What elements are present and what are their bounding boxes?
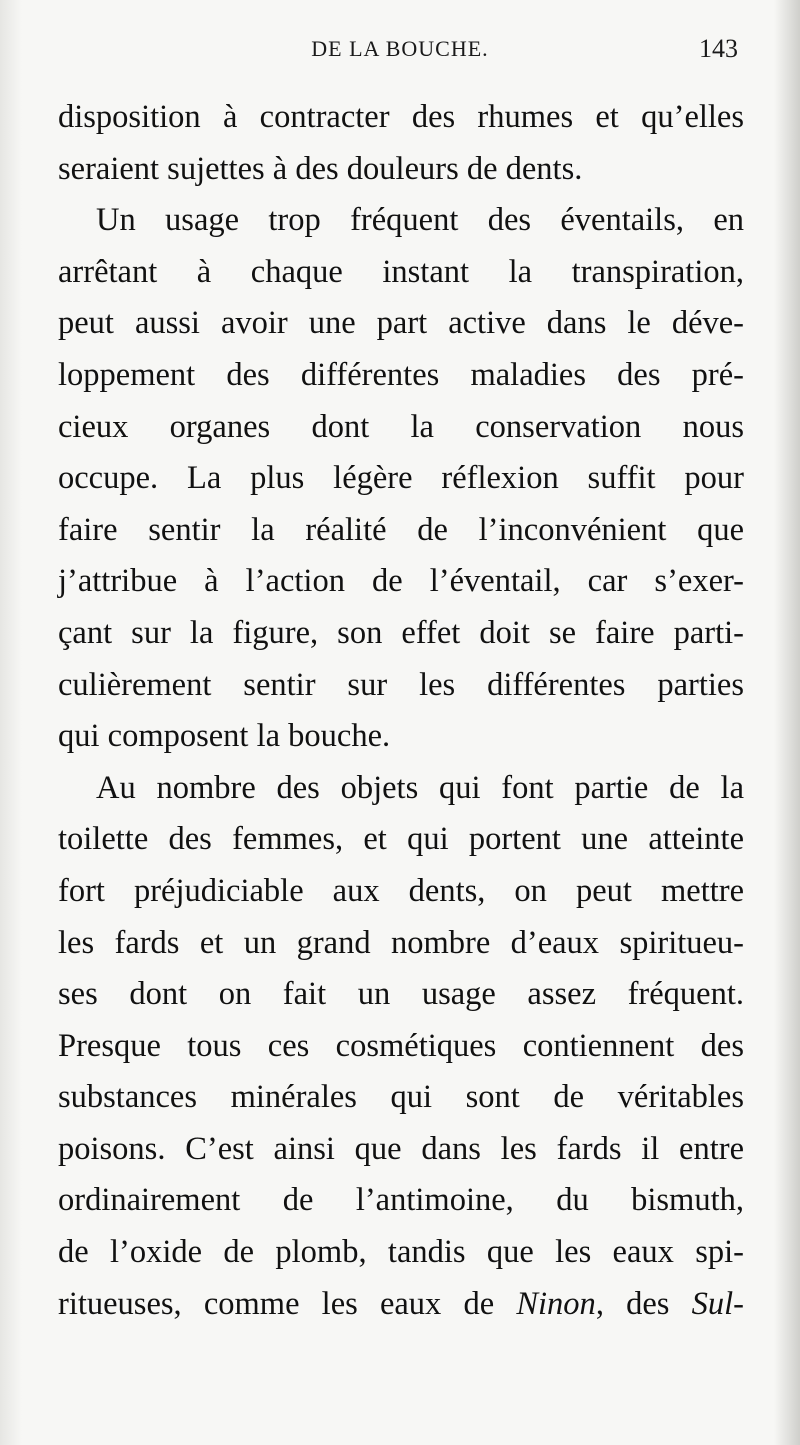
- text-line-23: de l’oxide de plomb, tandis que les eaux spi-: [58, 1234, 744, 1271]
- text-line-16: fort préjudiciable aux dents, on peut mettre: [58, 872, 744, 909]
- body-text: [58, 92, 744, 1330]
- text-line-3: Un usage trop fréquent des éventails, en: [96, 202, 744, 239]
- text-line-24-prefix: ritueuses, comme les eaux de: [58, 1285, 517, 1322]
- text-line-20: substances minérales qui sont de véritables: [58, 1079, 744, 1116]
- text-line-14: Au nombre des objets qui font partie de la: [96, 769, 744, 806]
- italic-sul: Sul-: [691, 1285, 744, 1322]
- text-line-9: faire sentir la réalité de l’inconvénient que: [58, 511, 744, 548]
- running-title: DE LA BOUCHE.: [311, 36, 489, 61]
- text-line-22: ordinairement de l’antimoine, du bismuth,: [58, 1182, 744, 1219]
- text-line-4: arrêtant à chaque instant la transpiration,: [58, 253, 744, 290]
- text-line-19: Presque tous ces cosmétiques contiennent des: [58, 1027, 744, 1064]
- text-line-17: les fards et un grand nombre d’eaux spiritueu-: [58, 924, 744, 961]
- text-line-5: peut aussi avoir une part active dans le déve-: [58, 305, 744, 342]
- page-number: 143: [699, 34, 738, 63]
- text-line-21: poisons. C’est ainsi que dans les fards il entre: [58, 1130, 744, 1167]
- running-head: [60, 32, 740, 72]
- text-line-24: [58, 1279, 744, 1331]
- text-line-12: culièrement sentir sur les différentes parties: [58, 666, 744, 703]
- text-line-2: seraient sujettes à des douleurs de dents.: [58, 150, 583, 187]
- text-line-24-middle: , des: [595, 1285, 692, 1322]
- text-line-10: j’attribue à l’action de l’éventail, car s’exer-: [58, 563, 744, 600]
- text-line-8: occupe. La plus légère réflexion suffit pour: [58, 460, 744, 497]
- text-line-13: qui composent la bouche.: [58, 718, 391, 755]
- text-line-18: ses dont on fait un usage assez fréquent.: [58, 976, 744, 1013]
- italic-ninon: Ninon: [516, 1285, 596, 1322]
- text-line-1: disposition à contracter des rhumes et qu’elles: [58, 99, 744, 135]
- text-line-6: loppement des différentes maladies des pré-: [58, 356, 744, 393]
- text-line-7: cieux organes dont la conservation nous: [58, 408, 744, 445]
- text-line-11: çant sur la figure, son effet doit se faire parti-: [58, 614, 744, 651]
- text-line-15: toilette des femmes, et qui portent une atteinte: [58, 821, 744, 858]
